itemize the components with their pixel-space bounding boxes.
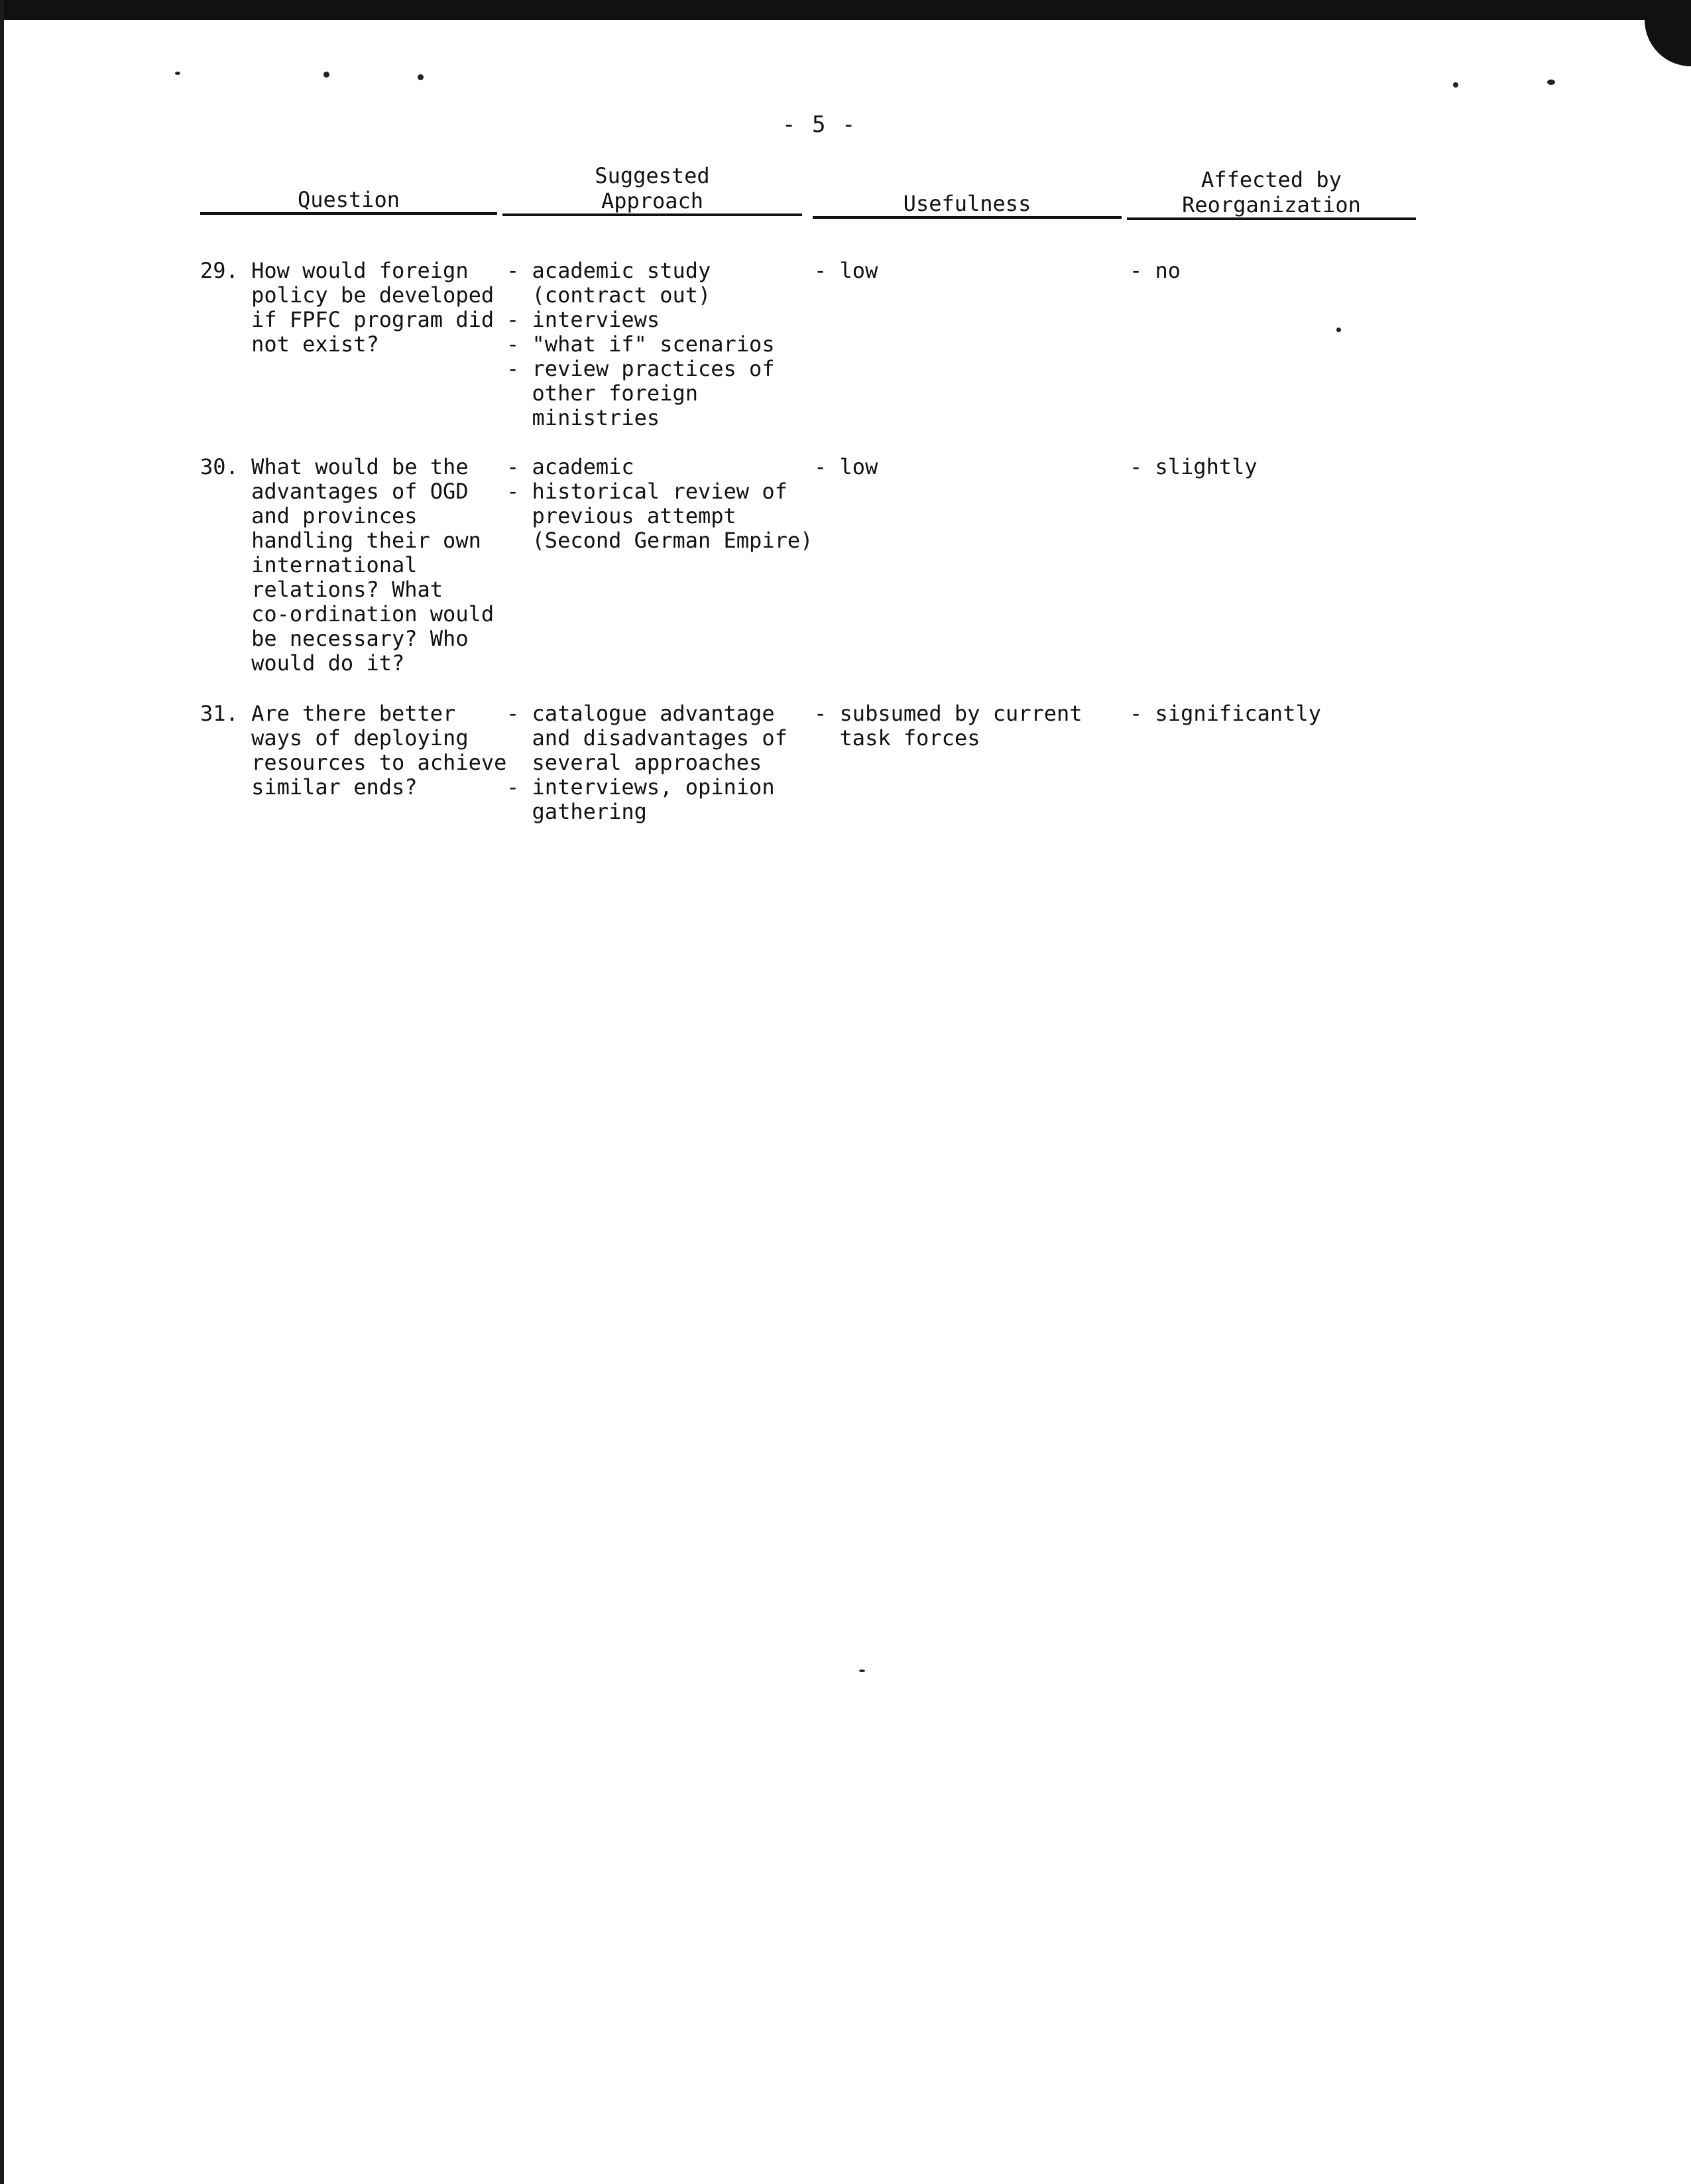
header-approach-rule xyxy=(502,213,802,216)
header-usefulness: Usefulness xyxy=(903,191,1031,216)
approach-cell-line: gathering xyxy=(506,799,647,824)
header-question-rule xyxy=(200,212,497,215)
question-cell-line: and provinces xyxy=(200,503,418,528)
page-number: - 5 - xyxy=(782,111,857,138)
scan-top-edge xyxy=(0,0,1691,20)
header-affected-rule xyxy=(1127,217,1416,220)
question-cell xyxy=(200,455,494,676)
question-cell-line: if FPFC program did xyxy=(200,307,495,332)
approach-cell-line: - "what if" scenarios xyxy=(506,332,775,357)
usefulness-cell xyxy=(814,701,1082,751)
approach-cell-line: - review practices of xyxy=(506,356,775,381)
scan-corner-shadow xyxy=(1645,0,1691,66)
question-cell-line: would do it? xyxy=(200,650,405,676)
scan-speck xyxy=(1336,328,1341,332)
approach-cell-line: ministries xyxy=(506,405,660,430)
header-approach-line1: Suggested xyxy=(595,163,710,188)
usefulness-cell xyxy=(814,259,878,283)
question-cell-line: ways of deploying xyxy=(200,725,469,751)
approach-cell-line: - interviews xyxy=(506,307,660,332)
affected-cell-line: - slightly xyxy=(1130,454,1257,479)
approach-cell-line: - interviews, opinion xyxy=(506,774,775,800)
question-cell-line: similar ends? xyxy=(200,774,418,800)
usefulness-cell-line: - subsumed by current xyxy=(814,701,1082,726)
header-approach-line2: Approach xyxy=(601,188,704,213)
usefulness-cell xyxy=(814,455,878,479)
question-cell-line: not exist? xyxy=(200,332,379,357)
question-cell-line: handling their own xyxy=(200,528,481,553)
approach-cell xyxy=(506,701,787,824)
scan-speck xyxy=(418,74,424,80)
affected-cell xyxy=(1130,259,1181,283)
approach-cell xyxy=(506,259,775,430)
usefulness-cell-line: task forces xyxy=(814,725,980,751)
header-question: Question xyxy=(297,187,400,212)
scan-speck xyxy=(175,72,180,75)
approach-cell-line: several approaches xyxy=(506,750,762,775)
approach-cell-line: - academic study xyxy=(506,258,711,283)
approach-cell-line: (contract out) xyxy=(506,282,711,308)
question-cell-line: policy be developed xyxy=(200,282,495,308)
question-cell-line: international xyxy=(200,552,418,577)
scan-speck xyxy=(1547,80,1555,85)
question-cell xyxy=(200,701,506,800)
question-cell-line: resources to achieve xyxy=(200,750,507,775)
affected-cell xyxy=(1130,701,1321,726)
usefulness-cell-line: - low xyxy=(814,454,878,479)
scan-speck xyxy=(323,72,329,78)
affected-cell-line: - no xyxy=(1130,258,1181,283)
approach-cell-line: - catalogue advantage xyxy=(506,701,775,726)
scan-speck xyxy=(859,1669,865,1672)
question-cell-line: advantages of OGD xyxy=(200,479,469,504)
question-cell-line: 29. How would foreign xyxy=(200,258,469,283)
approach-cell-line: previous attempt xyxy=(506,503,736,528)
question-cell-line: 31. Are there better xyxy=(200,701,456,726)
question-cell xyxy=(200,259,494,357)
scan-left-edge xyxy=(0,0,4,2184)
approach-cell-line: (Second German Empire) xyxy=(506,528,813,553)
question-cell-line: 30. What would be the xyxy=(200,454,469,479)
question-cell-line: co-ordination would xyxy=(200,601,495,627)
question-cell-line: relations? What xyxy=(200,577,443,602)
approach-cell-line: and disadvantages of xyxy=(506,725,787,751)
question-cell-line: be necessary? Who xyxy=(200,626,469,651)
header-affected-line2: Reorganization xyxy=(1182,192,1361,217)
approach-cell-line: other foreign xyxy=(506,381,698,406)
affected-cell xyxy=(1130,455,1257,479)
approach-cell-line: - academic xyxy=(506,454,634,479)
header-usefulness-rule xyxy=(813,216,1122,219)
affected-cell-line: - significantly xyxy=(1130,701,1321,726)
approach-cell-line: - historical review of xyxy=(506,479,787,504)
approach-cell xyxy=(506,455,813,553)
header-affected-line1: Affected by xyxy=(1201,167,1342,192)
usefulness-cell-line: - low xyxy=(814,258,878,283)
scan-speck xyxy=(1453,82,1458,88)
